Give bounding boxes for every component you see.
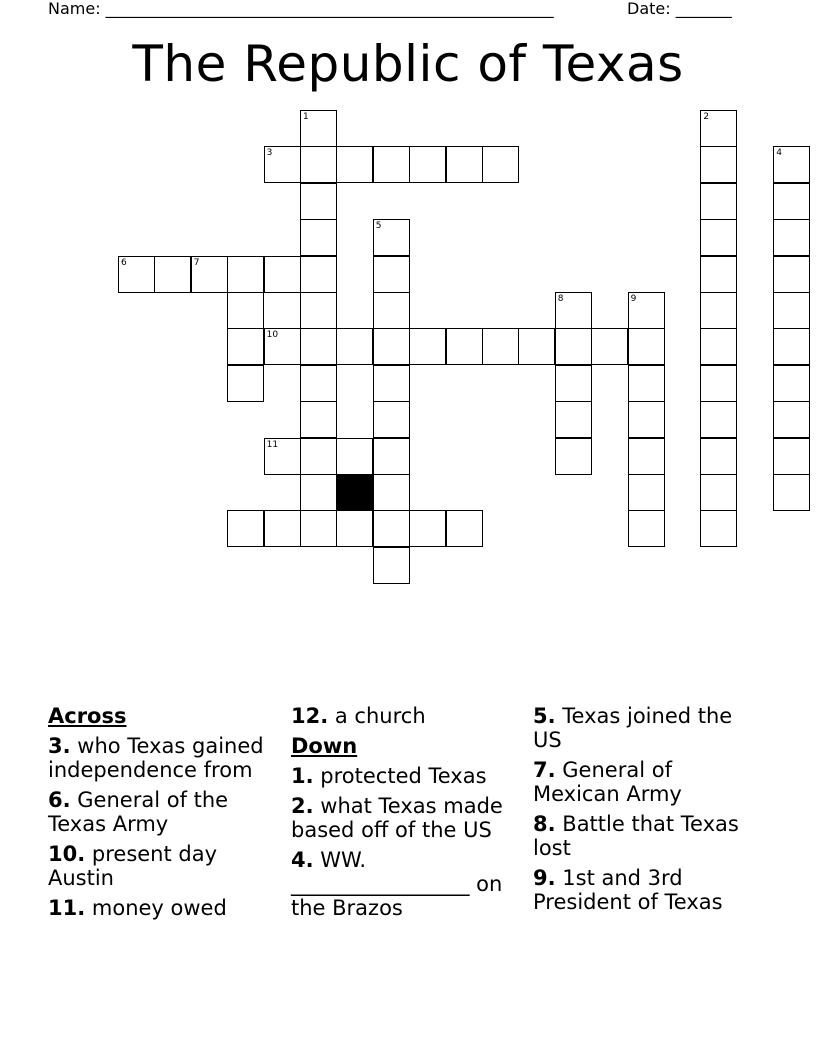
grid-cell[interactable]	[227, 328, 264, 365]
clue-number: 11.	[48, 896, 86, 920]
grid-cell[interactable]	[300, 510, 337, 547]
grid-cell[interactable]	[773, 292, 810, 329]
grid-cell[interactable]	[264, 438, 301, 475]
grid-cell[interactable]	[700, 256, 737, 293]
grid-cell[interactable]	[628, 474, 665, 511]
grid-cell[interactable]	[773, 438, 810, 475]
clue-number: 6.	[48, 788, 71, 812]
grid-cell[interactable]	[227, 365, 264, 402]
grid-cell[interactable]	[482, 328, 519, 365]
clue-text: Texas joined the US	[533, 704, 733, 752]
grid-cell[interactable]	[373, 328, 410, 365]
grid-cell[interactable]	[118, 256, 155, 293]
grid-cell[interactable]	[300, 401, 337, 438]
grid-cell[interactable]	[773, 146, 810, 183]
clue-number: 7.	[533, 758, 556, 782]
clue-number: 9.	[533, 866, 556, 890]
grid-cell[interactable]	[300, 292, 337, 329]
clue-text: a church	[334, 704, 426, 728]
clue-number: 4.	[291, 848, 314, 872]
clue-number-label: 1	[303, 112, 309, 122]
grid-cell[interactable]	[264, 510, 301, 547]
grid-cell[interactable]	[628, 365, 665, 402]
clue-number: 3.	[48, 734, 71, 758]
clue-number-label: 5	[375, 221, 382, 232]
grid-cell[interactable]	[227, 510, 264, 547]
clue-number-label: 11	[266, 439, 279, 450]
clue-text: Battle that Texas lost	[533, 812, 739, 860]
grid-cell[interactable]	[700, 474, 737, 511]
grid-cell[interactable]	[700, 110, 737, 147]
grid-cell[interactable]	[446, 510, 483, 547]
grid-cell[interactable]	[191, 256, 228, 293]
grid-cell[interactable]	[409, 510, 446, 547]
grid-cell[interactable]	[700, 438, 737, 475]
down-clue-8	[533, 812, 763, 860]
grid-cell[interactable]	[373, 219, 410, 256]
grid-cell[interactable]	[373, 146, 410, 183]
clue-number-label: 10	[266, 330, 279, 341]
grid-cell[interactable]	[373, 365, 410, 402]
grid-cell[interactable]	[264, 146, 301, 183]
clue-number-label: 3	[266, 148, 273, 159]
clue-text: General of Mexican Army	[533, 758, 682, 806]
grid-cell[interactable]	[700, 292, 737, 329]
clue-text: what Texas made based off of the US	[291, 794, 503, 842]
grid-cell[interactable]	[773, 256, 810, 293]
grid-cell[interactable]	[518, 328, 555, 365]
grid-cell[interactable]	[628, 438, 665, 475]
name-field-label: Name: ________________________________________________________	[48, 0, 554, 18]
clue-text: protected Texas	[320, 764, 487, 788]
grid-cell[interactable]	[555, 438, 592, 475]
grid-cell[interactable]	[227, 292, 264, 329]
grid-cell[interactable]	[300, 110, 337, 147]
grid-cell[interactable]	[773, 183, 810, 220]
grid-cell[interactable]	[700, 510, 737, 547]
grid-cell[interactable]	[700, 401, 737, 438]
clue-column-2	[291, 704, 521, 926]
grid-cell[interactable]	[482, 146, 519, 183]
grid-cell[interactable]	[773, 401, 810, 438]
across-clue-11	[48, 896, 278, 920]
clue-text: who Texas gained independence from	[48, 734, 264, 782]
grid-cell[interactable]	[300, 474, 337, 511]
grid-cell[interactable]	[773, 328, 810, 365]
grid-cell[interactable]	[555, 328, 592, 365]
black-square	[336, 474, 373, 511]
grid-cell[interactable]	[700, 183, 737, 220]
clue-number: 10.	[48, 842, 86, 866]
grid-cell[interactable]	[300, 256, 337, 293]
grid-cell[interactable]	[336, 510, 373, 547]
clue-number: 2.	[291, 794, 314, 818]
across-clue-3	[48, 734, 278, 782]
clue-number-label: 8	[557, 294, 564, 304]
grid-cell[interactable]	[555, 292, 592, 329]
grid-cell[interactable]	[300, 438, 337, 475]
clue-number-label: 7	[193, 257, 200, 268]
grid-cell[interactable]	[409, 328, 446, 365]
clue-text: present day Austin	[48, 842, 218, 890]
grid-cell[interactable]	[300, 219, 337, 256]
down-clue-4	[291, 848, 521, 920]
grid-cell[interactable]	[628, 328, 665, 365]
clue-text: money owed	[91, 896, 227, 920]
grid-cell[interactable]	[591, 328, 628, 365]
grid-cell[interactable]	[700, 328, 737, 365]
grid-cell[interactable]	[373, 510, 410, 547]
grid-cell[interactable]	[373, 256, 410, 293]
clue-text: General of the Texas Army	[48, 788, 229, 836]
grid-cell[interactable]	[409, 146, 446, 183]
grid-cell[interactable]	[264, 328, 301, 365]
clue-number-label: 4	[776, 148, 782, 159]
clue-text: 1st and 3rd President of Texas	[533, 866, 723, 914]
across-heading: Across	[48, 704, 127, 728]
clue-number: 1.	[291, 764, 314, 788]
date-field-label: Date: _______	[627, 0, 732, 18]
grid-cell[interactable]	[446, 146, 483, 183]
grid-cell[interactable]	[373, 474, 410, 511]
grid-cell[interactable]	[700, 219, 737, 256]
clue-text: WW. _________________ on the Brazos	[291, 848, 503, 920]
across-clue-12	[291, 704, 521, 728]
grid-cell[interactable]	[336, 146, 373, 183]
grid-cell[interactable]	[373, 292, 410, 329]
grid-cell[interactable]	[628, 510, 665, 547]
grid-cell[interactable]	[628, 401, 665, 438]
clue-column-1	[48, 704, 278, 926]
page-title: The Republic of Texas	[132, 35, 684, 93]
grid-cell[interactable]	[336, 438, 373, 475]
grid-cell[interactable]	[555, 401, 592, 438]
grid-cell[interactable]	[628, 292, 665, 329]
grid-cell[interactable]	[154, 256, 191, 293]
grid-cell[interactable]	[300, 328, 337, 365]
down-heading: Down	[291, 734, 358, 758]
grid-cell[interactable]	[700, 365, 737, 402]
across-clue-10	[48, 842, 278, 890]
clue-number: 5.	[533, 704, 556, 728]
down-clue-2	[291, 794, 521, 842]
grid-cell[interactable]	[773, 219, 810, 256]
grid-cell[interactable]	[446, 328, 483, 365]
grid-cell[interactable]	[773, 474, 810, 511]
grid-cell[interactable]	[264, 256, 301, 293]
clue-number: 8.	[533, 812, 556, 836]
grid-cell[interactable]	[300, 183, 337, 220]
grid-cell[interactable]	[373, 438, 410, 475]
down-clue-5	[533, 704, 763, 752]
down-clue-7	[533, 758, 763, 806]
across-clue-6	[48, 788, 278, 836]
clue-column-3	[533, 704, 763, 920]
grid-cell[interactable]	[373, 401, 410, 438]
grid-cell[interactable]	[227, 256, 264, 293]
clue-number-label: 9	[630, 294, 637, 304]
down-clue-9	[533, 866, 763, 914]
grid-cell[interactable]	[555, 365, 592, 402]
grid-cell[interactable]	[300, 146, 337, 183]
grid-cell[interactable]	[336, 328, 373, 365]
grid-cell[interactable]	[300, 365, 337, 402]
clue-number-label: 6	[121, 257, 127, 268]
down-clue-1	[291, 764, 521, 788]
grid-cell[interactable]	[773, 365, 810, 402]
clue-number: 12.	[291, 704, 329, 728]
grid-cell[interactable]	[373, 547, 410, 584]
grid-cell[interactable]	[700, 146, 737, 183]
clue-number-label: 2	[703, 112, 710, 122]
